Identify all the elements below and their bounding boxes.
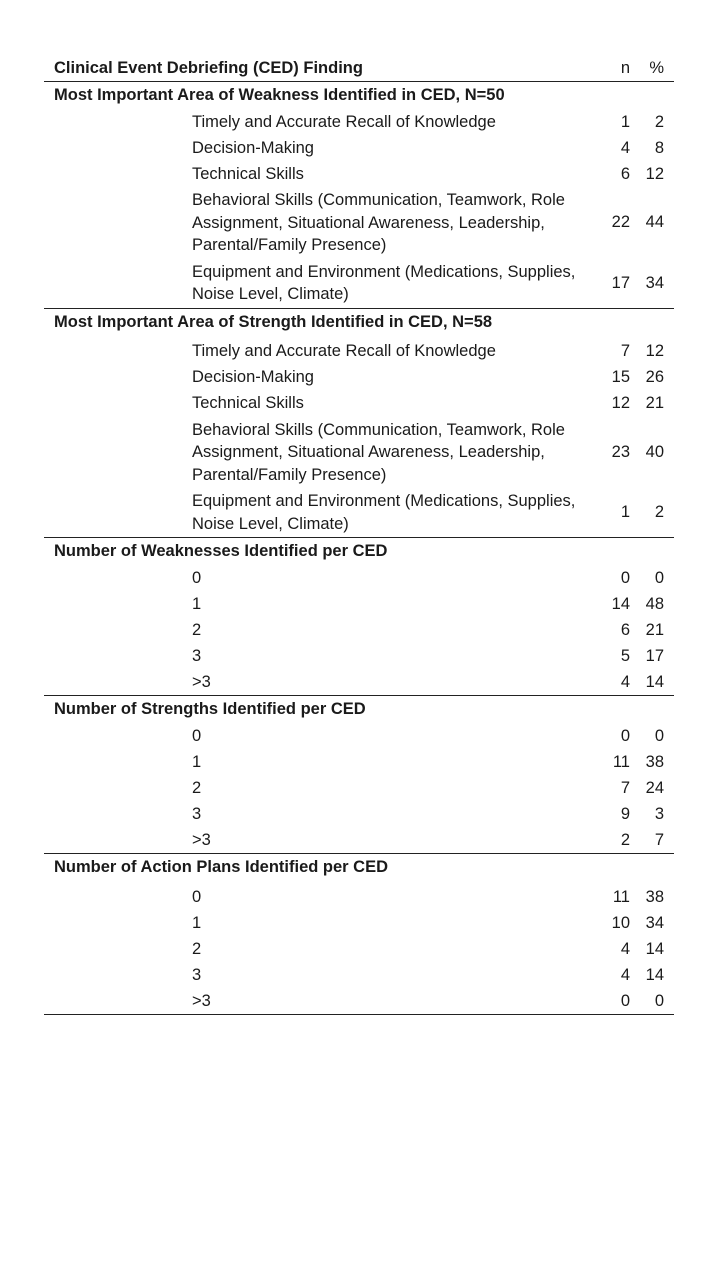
row-n: 11 xyxy=(612,752,630,771)
table-section xyxy=(44,854,674,1015)
table-row xyxy=(44,775,674,801)
row-n: 14 xyxy=(611,594,630,613)
row-n: 5 xyxy=(620,646,630,665)
row-n: 1 xyxy=(620,503,630,521)
row-n: 10 xyxy=(611,913,630,932)
row-n: 17 xyxy=(611,273,630,292)
table-header xyxy=(44,56,674,82)
row-pct: 14 xyxy=(645,939,664,958)
row-pct: 0 xyxy=(654,726,664,745)
table-row xyxy=(44,643,674,669)
table-row xyxy=(44,391,674,417)
row-n: 4 xyxy=(620,138,630,157)
row-label: 2 xyxy=(192,939,202,958)
header-pct: % xyxy=(649,59,664,77)
section-title: Number of Action Plans Identified per CED xyxy=(54,858,389,876)
row-n: 6 xyxy=(620,620,630,639)
row-label: 1 xyxy=(192,752,202,771)
row-label: >3 xyxy=(192,672,211,691)
row-pct: 12 xyxy=(645,164,664,183)
row-n: 0 xyxy=(620,568,630,587)
row-label: Technical Skills xyxy=(192,164,304,183)
table-row xyxy=(44,881,674,910)
row-label: 0 xyxy=(192,887,202,906)
table-row xyxy=(44,488,674,537)
row-n: 22 xyxy=(611,213,630,232)
row-pct: 14 xyxy=(645,672,664,691)
table-row xyxy=(44,910,674,936)
table-row xyxy=(44,187,674,259)
table-row xyxy=(44,365,674,391)
table-row xyxy=(44,988,674,1014)
row-pct: 34 xyxy=(645,273,664,292)
row-pct: 44 xyxy=(645,213,664,232)
row-label: 3 xyxy=(192,646,202,665)
table-row xyxy=(44,591,674,617)
row-label: 1 xyxy=(192,594,202,613)
row-n: 4 xyxy=(620,965,630,984)
header-finding: Clinical Event Debriefing (CED) Finding xyxy=(54,59,363,77)
table-section xyxy=(44,82,674,309)
table-row xyxy=(44,749,674,775)
row-label: >3 xyxy=(192,991,211,1010)
table-row xyxy=(44,723,674,749)
table-row xyxy=(44,135,674,161)
row-pct: 21 xyxy=(645,620,664,639)
row-label: Timely and Accurate Recall of Knowledge xyxy=(192,342,496,361)
table-section xyxy=(44,538,674,696)
row-pct: 26 xyxy=(645,368,664,386)
table-row xyxy=(44,827,674,853)
table-row xyxy=(44,565,674,591)
row-n: 15 xyxy=(611,368,630,386)
row-n: 0 xyxy=(620,991,630,1010)
row-label: 3 xyxy=(192,965,202,984)
row-n: 1 xyxy=(620,112,630,131)
row-label: 1 xyxy=(192,913,202,932)
row-label: 0 xyxy=(192,726,202,745)
row-n: 2 xyxy=(620,830,630,849)
findings-table xyxy=(44,56,674,1015)
row-pct: 7 xyxy=(654,830,664,849)
row-pct: 38 xyxy=(645,887,664,906)
row-n: 0 xyxy=(620,726,630,745)
section-title: Number of Weaknesses Identified per CED xyxy=(54,542,388,560)
table-section xyxy=(44,309,674,539)
row-label: Decision-Making xyxy=(192,368,314,387)
row-label: Behavioral Skills (Communication, Teamwork, Role Assignment, Situational Awareness, Leadership, Parental/Family Presence) xyxy=(192,191,565,254)
row-pct: 24 xyxy=(645,778,664,797)
section-title: Most Important Area of Weakness Identified in CED, N=50 xyxy=(54,86,505,104)
table-row xyxy=(44,259,674,308)
table-row xyxy=(44,109,674,135)
row-label: >3 xyxy=(192,830,211,849)
row-n: 4 xyxy=(620,672,630,691)
row-label: Timely and Accurate Recall of Knowledge xyxy=(192,112,496,131)
table-row xyxy=(44,669,674,695)
table-section xyxy=(44,696,674,854)
section-title: Number of Strengths Identified per CED xyxy=(54,700,366,718)
header-n: n xyxy=(620,59,630,77)
row-label: Behavioral Skills (Communication, Teamwork, Role Assignment, Situational Awareness, Leadership, Parental/Family Presence) xyxy=(192,420,565,484)
row-pct: 34 xyxy=(645,913,664,932)
table-row xyxy=(44,936,674,962)
table-row xyxy=(44,617,674,643)
row-pct: 17 xyxy=(645,646,664,665)
row-label: Equipment and Environment (Medications, Supplies, Noise Level, Climate) xyxy=(192,492,576,533)
row-pct: 38 xyxy=(645,752,664,771)
row-pct: 0 xyxy=(654,991,664,1010)
row-pct: 2 xyxy=(654,112,664,131)
table-row xyxy=(44,161,674,187)
row-pct: 14 xyxy=(645,965,664,984)
row-pct: 48 xyxy=(645,594,664,613)
row-label: Decision-Making xyxy=(192,138,314,157)
table-body xyxy=(44,82,674,1015)
section-title: Most Important Area of Strength Identified in CED, N=58 xyxy=(54,312,493,331)
row-pct: 0 xyxy=(654,568,664,587)
row-n: 23 xyxy=(611,442,630,461)
row-label: 3 xyxy=(192,804,202,823)
table-row xyxy=(44,801,674,827)
row-n: 6 xyxy=(620,164,630,183)
row-pct: 21 xyxy=(645,394,664,412)
row-label: 0 xyxy=(192,568,202,587)
row-label: Equipment and Environment (Medications, Supplies, Noise Level, Climate) xyxy=(192,262,576,303)
table-row xyxy=(44,336,674,365)
row-pct: 12 xyxy=(645,342,664,360)
row-pct: 2 xyxy=(654,503,664,521)
row-n: 9 xyxy=(620,804,630,823)
row-label: 2 xyxy=(192,778,202,797)
row-pct: 3 xyxy=(654,804,664,823)
table-row xyxy=(44,962,674,988)
row-pct: 8 xyxy=(654,138,664,157)
row-n: 7 xyxy=(620,342,630,360)
row-n: 4 xyxy=(620,939,630,958)
row-n: 7 xyxy=(620,778,630,797)
row-n: 12 xyxy=(611,394,630,412)
table-row xyxy=(44,417,674,489)
row-pct: 40 xyxy=(645,442,664,461)
row-label: 2 xyxy=(192,620,202,639)
row-n: 11 xyxy=(612,887,630,906)
row-label: Technical Skills xyxy=(192,394,304,413)
